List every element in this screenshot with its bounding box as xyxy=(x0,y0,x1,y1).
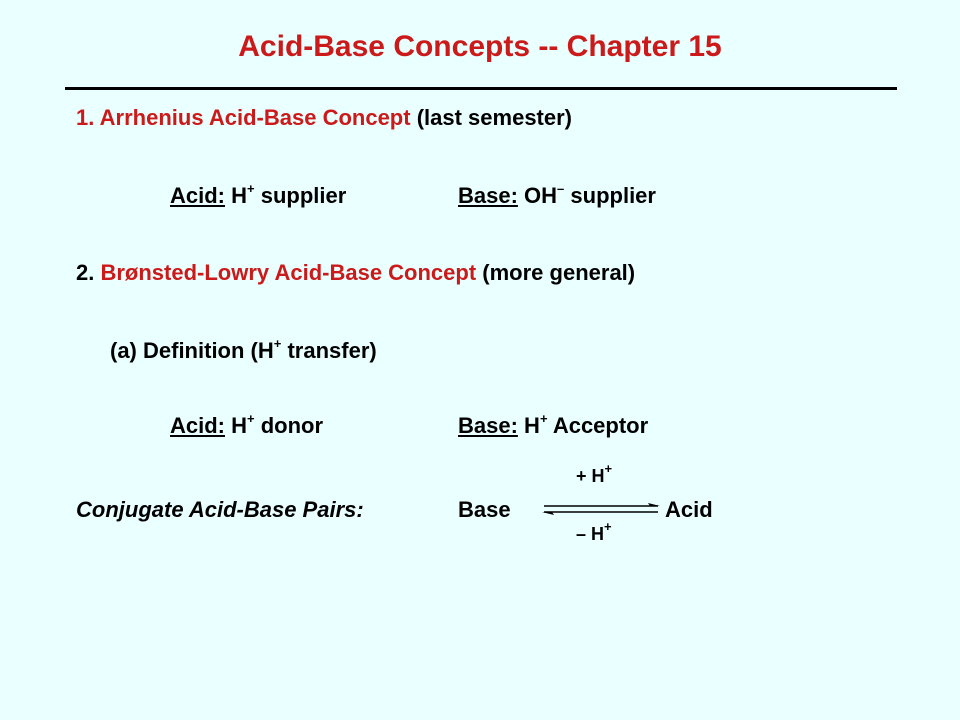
conjugate-base: Base xyxy=(458,497,511,522)
bronsted-acid-species: H+ xyxy=(231,410,255,438)
section-2-heading xyxy=(76,259,635,287)
definition-line: (a) Definition (H+ transfer) xyxy=(110,335,377,363)
equilibrium-arrows-icon xyxy=(540,502,664,518)
section-1-name: Arrhenius Acid-Base Concept xyxy=(99,105,411,130)
bronsted-base-label: Base: xyxy=(458,413,518,438)
arrhenius-base-label: Base: xyxy=(458,183,518,208)
conjugate-acid: Acid xyxy=(665,497,713,522)
definition-charge: + xyxy=(273,335,282,351)
arrhenius-base-role: supplier xyxy=(570,183,656,208)
arrhenius-acid-species: H+ xyxy=(231,180,255,208)
section-1-note: (last semester) xyxy=(416,105,573,130)
bronsted-acid-definition xyxy=(170,412,323,440)
title-divider xyxy=(65,87,897,90)
bronsted-acid-label: Acid: xyxy=(170,413,225,438)
conjugate-pairs-label: Conjugate Acid-Base Pairs: xyxy=(76,497,364,522)
bronsted-base-role: Acceptor xyxy=(552,413,649,438)
section-2-number: 2. xyxy=(76,260,95,285)
bronsted-base-species: H+ xyxy=(524,410,548,438)
arrhenius-base-definition xyxy=(458,182,656,210)
forward-condition: + H+ xyxy=(576,461,613,486)
page-title: Acid-Base Concepts -- Chapter 15 xyxy=(238,30,722,63)
section-2-note: (more general) xyxy=(482,260,636,285)
section-1-number: 1. xyxy=(76,105,95,130)
arrhenius-acid-role: supplier xyxy=(260,183,347,208)
section-1-heading xyxy=(76,104,572,132)
reverse-condition: – H+ xyxy=(576,519,612,544)
bronsted-base-definition xyxy=(458,412,648,440)
bronsted-acid-role: donor xyxy=(260,413,324,438)
arrhenius-acid-label: Acid: xyxy=(170,183,225,208)
section-2-name: Brønsted-Lowry Acid-Base Concept xyxy=(100,260,477,285)
arrhenius-acid-definition xyxy=(170,182,346,210)
arrhenius-base-species: OH– xyxy=(524,180,565,208)
